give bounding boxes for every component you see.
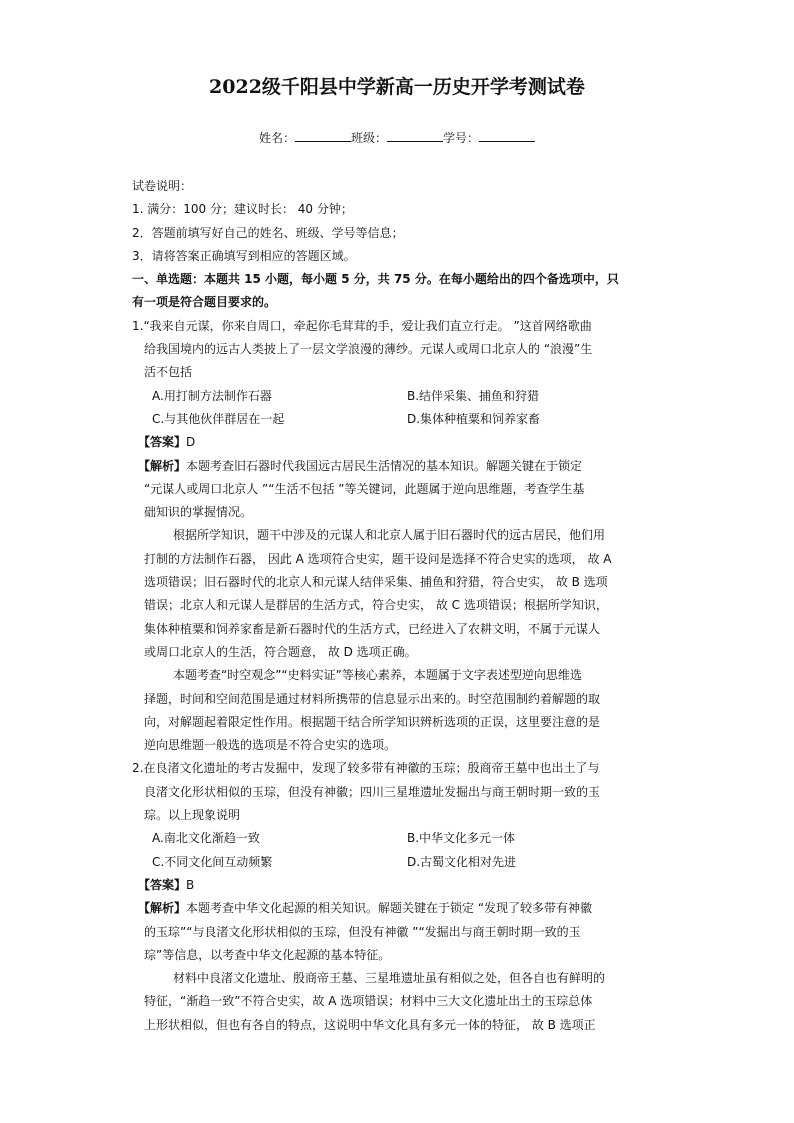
option-a[interactable]: A.用打制方法制作石器	[152, 388, 272, 403]
explanation-text: 根据所学知识，题干中涉及的元谋人和北京人属于旧石器时代的远古居民，他们用	[173, 528, 606, 543]
analysis-text: 本题考查旧石器时代我国远古居民生活情况的基本知识。解题关键在于锁定	[186, 458, 583, 473]
instruction-item: 3．请将答案正确填写到相应的答题区域。	[132, 248, 356, 263]
analysis-text: 础知识的掌握情况。	[144, 505, 253, 520]
option-d[interactable]: D.古蜀文化相对先进	[407, 854, 517, 869]
explanation-text: 特征，“渐趋一致”不符合史实，故 A 选项错误；材料中三大文化遗址出土的玉琮总体	[144, 994, 593, 1009]
student-info-line	[0, 128, 794, 148]
analysis-text: 的玉琮”“与良渚文化形状相似的玉琮，但没有神徽 ”“发掘出与商王朝时期一致的玉	[144, 924, 581, 939]
id-label: 学号：	[443, 131, 480, 145]
analysis-text: 本题考查中华文化起源的相关知识。解题关键在于锁定 “发现了较多带有神徽	[186, 901, 593, 916]
question-stem: 活不包括	[144, 365, 193, 380]
id-blank[interactable]	[479, 128, 535, 142]
question-stem: 给我国境内的远古人类披上了一层文学浪漫的薄纱。元谋人或周口北京人的 “浪漫”生	[144, 342, 593, 357]
answer-line	[132, 874, 662, 897]
class-blank[interactable]	[387, 128, 443, 142]
explanation-text: 逆向思维题一般选的选项是不符合史实的选项。	[144, 738, 397, 753]
option-b[interactable]: B.中华文化多元一体	[407, 831, 516, 846]
explanation-text: 或周口北京人的生活，符合题意， 故 D 选项正确。	[144, 644, 417, 659]
explanation-text: 向，对解题起着限定性作用。根据题干结合所学知识辨析选项的正误，这里要注意的是	[144, 714, 601, 729]
answer-value: B	[186, 877, 195, 892]
analysis-line	[132, 897, 662, 920]
answer-tag: 【答案】	[138, 435, 187, 450]
options-row	[132, 851, 662, 874]
option-d[interactable]: D.集体种植粟和饲养家畜	[407, 411, 541, 426]
explanation-text: 错误；北京人和元谋人是群居的生活方式，符合史实， 故 C 选项错误；根据所学知识，	[144, 598, 608, 613]
option-c[interactable]: C.不同文化间互动频繁	[152, 854, 273, 869]
analysis-text: 琮”等信息，以考查中华文化起源的基本特征。	[144, 947, 391, 962]
explanation-text: 选项错误；旧石器时代的北京人和元谋人结伴采集、捕鱼和狩猎，符合史实， 故 B 选项	[144, 575, 608, 590]
explanation-text: 上形状相似，但也有各自的特点，这说明中华文化具有多元一体的特征， 故 B 选项正	[144, 1017, 596, 1032]
question-2	[132, 757, 662, 1037]
answer-value: D	[186, 435, 196, 450]
answer-line	[132, 431, 662, 454]
answer-tag: 【答案】	[138, 877, 187, 892]
question-stem: 琮。以上现象说明	[144, 808, 241, 823]
option-a[interactable]: A.南北文化渐趋一致	[152, 831, 260, 846]
options-row	[132, 827, 662, 850]
analysis-tag: 【解析】	[138, 901, 187, 916]
class-label: 班级：	[350, 131, 387, 145]
page-title: 2022级千阳县中学新高一历史开学考测试卷	[209, 76, 585, 98]
options-row	[132, 385, 662, 408]
name-blank[interactable]	[295, 128, 351, 142]
instruction-item: 1. 满分：100 分；建议时长： 40 分钟；	[132, 202, 353, 217]
section-heading-cont: 有一项是符合题目要求的。	[132, 295, 277, 310]
name-label: 姓名：	[258, 131, 295, 145]
question-stem: 良渚文化形状相似的玉琮，但没有神徽；四川三星堆遗址发掘出与商王朝时期一致的玉	[144, 784, 601, 799]
analysis-line	[132, 455, 662, 478]
question-stem: 1.“我来自元谋，你来自周口，牵起你毛茸茸的手，爱让我们直立行走。 ”这首网络歌曲	[132, 318, 592, 333]
section-heading: 一、单选题：本题共 15 小题，每小题 5 分，共 75 分。在每小题给出的四个备选项中，只	[132, 272, 619, 287]
analysis-text: “元谋人或周口北京人 ”“生活不包括 ”等关键词，此题属于逆向思维题，考查学生基	[144, 481, 585, 496]
question-1	[132, 315, 662, 758]
explanation-text: 择题，时间和空间范围是通过材料所携带的信息显示出来的。时空范围制约着解题的取	[144, 691, 601, 706]
explanation-text: 材料中良渚文化遗址、殷商帝王墓、三星堆遗址虽有相似之处，但各自也有鲜明的	[173, 971, 606, 986]
option-c[interactable]: C.与其他伙伴群居在一起	[152, 411, 285, 426]
exam-content	[132, 175, 662, 1037]
instructions-heading: 试卷说明：	[132, 179, 193, 193]
instruction-item: 2．答题前填写好自己的姓名、班级、学号等信息；	[132, 225, 404, 240]
analysis-tag: 【解析】	[138, 458, 187, 473]
question-stem: 2.在良渚文化遗址的考古发掘中，发现了较多带有神徽的玉琮；殷商帝王墓中也出土了与	[132, 761, 600, 776]
explanation-text: 本题考查“时空观念”“史料实证”等核心素养，本题属于文字表述型逆向思维选	[173, 668, 582, 683]
option-b[interactable]: B.结伴采集、捕鱼和狩猎	[407, 388, 540, 403]
explanation-text: 打制的方法制作石器， 因此 A 选项符合史实，题干设问是选择不符合史实的选项， 故 A	[144, 551, 612, 566]
options-row	[132, 408, 662, 431]
explanation-text: 集体种植粟和饲养家畜是新石器时代的生活方式，已经进入了农耕文明，不属于元谋人	[144, 621, 601, 636]
